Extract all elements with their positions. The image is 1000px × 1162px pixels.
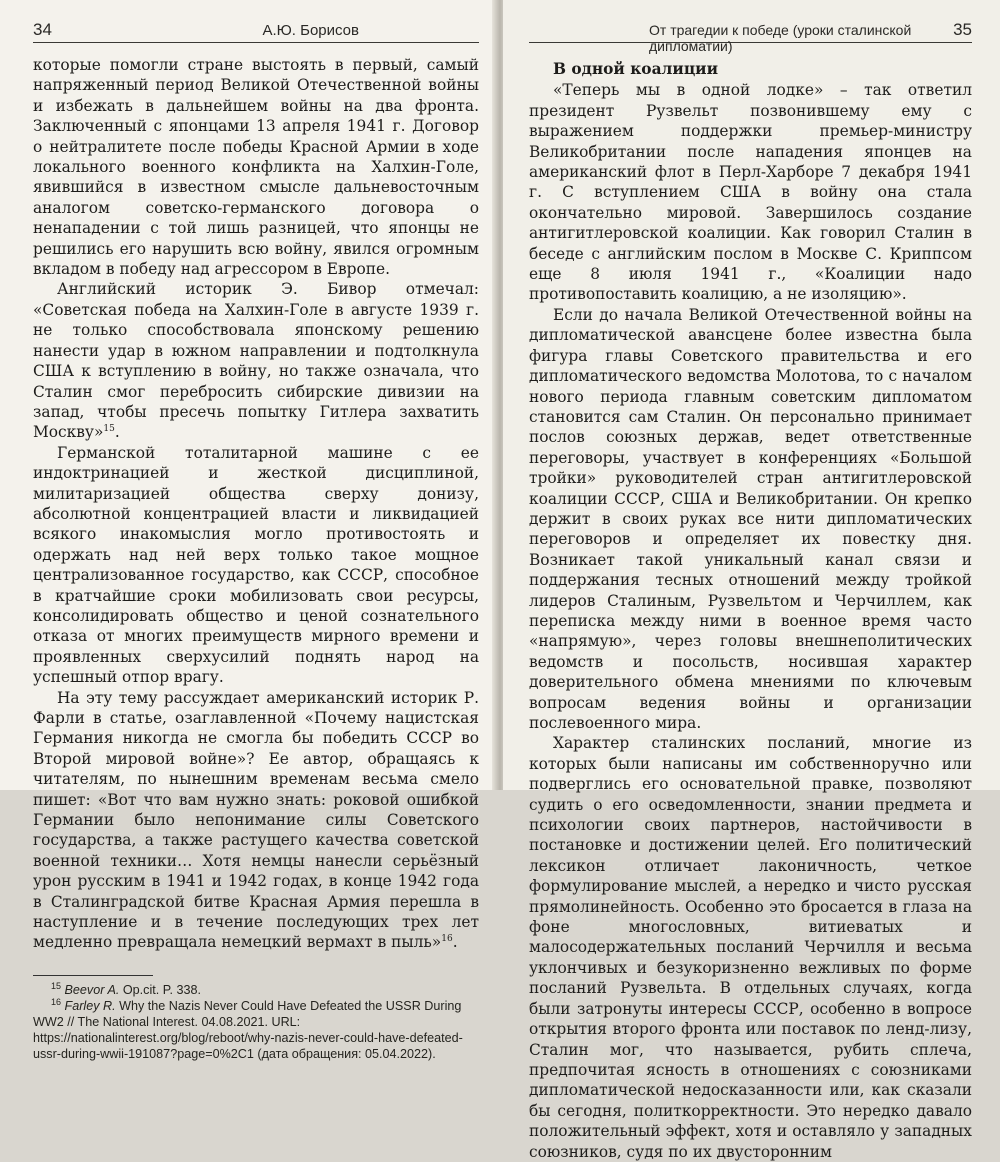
right-paragraph-1: «Теперь мы в одной лодке» – так ответил президент Рузвельт позвонившему ему с выражением поддержки премьер-министру Великобритании после нападения японцев на американский флот в Перл-Харборе 7 декабря 1941 г. С вступлением США в войну она стала окончательно мировой. Завершилось создание антигитлеровской коалиции. Как говорил Сталин в беседе с английским послом в Москве С. Криппсом еще 8 июля 1941 г., «Коалиции надо противопоставить коалицию, а не изоляцию». [529,81,972,304]
right-body-text [529,59,972,1162]
left-running-head [33,20,479,43]
footnote-ref-15: 15 [103,424,115,435]
right-page [503,0,1000,1161]
left-paragraph-2: Английский историк Э. Бивор отмечал: «Советская победа на Халхин-Голе в августе 1939 г. не только способствовала японскому решению нанести удар в южном направлении и подтолкнула США к вступлению в войну, но также означала, что Сталин смог перебросить сибирские дивизии на запад, чтобы пресечь попытку Гитлера захватить Москву»$^{15}$. [33,280,479,442]
footnote-15-number: 15 [51,980,62,991]
left-body-text [33,55,479,953]
left-paragraph-4-text: На эту тему рассуждает американский историк Р. Фарли в статье, озаглавленной «Почему нацистская Германия никогда не смогла бы победить СССР во Второй мировой войне»? Ее автор, обращаясь к читателям, по нынешним временам весьма смело пишет: «Вот что вам нужно знать: роковой ошибкой Германии было непонимание силы Советского государства, а также растущего качества советской военной техники… Хотя немцы нанесли серьёзный урон русским в 1941 и 1942 годах, в конце 1942 года в Сталинградской битве Красная Армия перешла в наступление и в течение последующих трех лет медленно превращала немецкий вермахт в пыль» [33,688,479,952]
left-page-number: 34 [33,20,52,39]
footnote-15-author: Beevor A. [64,982,120,997]
right-paragraph-3: Характер сталинских посланий, многие из которых были написаны им собственноручно или подверглись его основательной правке, позволяют судить о его осведомленности, знании предмета и психологии своих партнеров, настойчивости в постановке и достижении целей. Его политический лексикон отличает лаконичность, четкое формулирование мыслей, а нередко и чисто русская прямолинейность. Особенно это бросается в глаза на фоне многословных, витиеватых и малосодержательных посланий Черчилля и весьма уклончивых и безукоризненно вежливых по форме посланий Рузвельта. В отдельных случаях, когда были затронуты интересы СССР, особенно в вопросе открытия второго фронта или поставок по ленд-лизу, Сталин мог, что называется, рубить сплеча, предпочитая ясность в отношениях с союзниками дипломатической недосказанности или, как сказали бы сегодня, политкорректности. Это нередко давало положительный эффект, хотя и оставляло у западных союзников, судя по их двусторонним [529,734,972,1161]
left-paragraph-3: Германской тоталитарной машине с ее индоктринацией и жесткой дисциплиной, милитаризацией общества сверху донизу, абсолютной концентрацией власти и ликвидацией всякого инакомыслия могло противостоять и одержать над ней верх только такое мощное централизованное государство, как СССР, способное в кратчайшие сроки мобилизовать свои ресурсы, консолидировать общество и ценой сознательного отказа от многих преимуществ мирного времени и проявленных сверхусилий поднять народ на успешный отпор врагу. [33,443,479,687]
footnote-16 [33,998,479,1062]
right-running-head-title: От трагедии к победе (уроки сталинской дипломатии) [649,22,912,54]
right-running-head [529,20,972,54]
left-paragraph-1: которые помогли стране выстоять в первый, самый напряженный период Великой Отечественной войны и избежать в дальнейшем войны на два фронта. Заключенный с японцами 13 апреля 1941 г. Договор о нейтралитете после победы Красной Армии в ходе локального военного конфликта на Халхин-Голе, явившийся в известном смысле дальневосточным аналогом советско-германского договора о ненападении с той лишь разницей, что японцы не решились его нарушить всю войну, явился огромным вкладом в победу над агрессором в Европе. [33,56,479,279]
left-paragraph-2-text: Английский историк Э. Бивор отмечал: «Советская победа на Халхин-Голе в августе 1939 г. не только способствовала японскому решению нанести удар в южном направлении и подтолкнула США к вступлению в войну, но также означала, что Сталин смог перебросить сибирские дивизии на запад, чтобы пресечь попытку Гитлера захватить Москву» [33,280,479,442]
footnote-16-number: 16 [51,996,62,1007]
left-paragraph-4: На эту тему рассуждает американский историк Р. Фарли в статье, озаглавленной «Почему нацистская Германия никогда не смогла бы победить СССР во Второй мировой войне»? Ее автор, обращаясь к читателям, по нынешним временам весьма смело пишет: «Вот что вам нужно знать: роковой ошибкой Германии было непонимание силы Советского государства, а также растущего качества советской военной техники… Хотя немцы нанесли серьёзный урон русским в 1941 и 1942 годах, в конце 1942 года в Сталинградской битве Красная Армия перешла в наступление и в течение последующих трех лет медленно превращала немецкий вермахт в пыль»$^{16}$. [33,688,479,952]
right-paragraph-2: Если до начала Великой Отечественной войны на дипломатической авансцене более известна была фигура главы Советского правительства и его дипломатического ведомства Молотова, то с началом нового периода главным советским дипломатом становится сам Сталин. Он персонально принимает послов союзных держав, ведет ответственные переговоры, участвует в конференциях «Большой тройки» руководителей стран антигитлеровской коалиции СССР, США и Великобритании. Он крепко держит в своих руках все нити дипломатических переговоров и определяет их повестку дня. Возникает такой уникальный канал связи и поддержания тесных отношений между тройкой лидеров Сталиным, Рузвельтом и Черчиллем, как переписка между ними в военное время часто «напрямую», через головы внешнеполитических ведомств и посольств, носившая характер доверительного обмена мнениями по ключевым вопросам ведения войны и организации послевоенного мира. [529,305,972,732]
left-page [0,0,497,1061]
footnote-16-author: Farley R. [64,998,116,1013]
section-heading: В одной коалиции [553,60,719,78]
footnote-divider [33,975,153,976]
footnote-ref-16: 16 [441,934,453,945]
footnotes [33,982,479,1062]
footnote-16-text: Why the Nazis Never Could Have Defeated the USSR During WW2 // The National Interest. 04.08.2021. URL: https://nationalinterest.org/blog/reboot/why-nazis-never-could-have-defeated-ussr-during-wwii-191087?page=0%2C1 (дата обращения: 05.04.2022). [33,998,463,1061]
footnote-15-text: Op.cit. P. 338. [119,982,202,997]
left-running-head-author: А.Ю. Борисов [262,22,359,39]
footnote-15 [33,982,479,998]
right-page-number: 35 [953,20,972,39]
